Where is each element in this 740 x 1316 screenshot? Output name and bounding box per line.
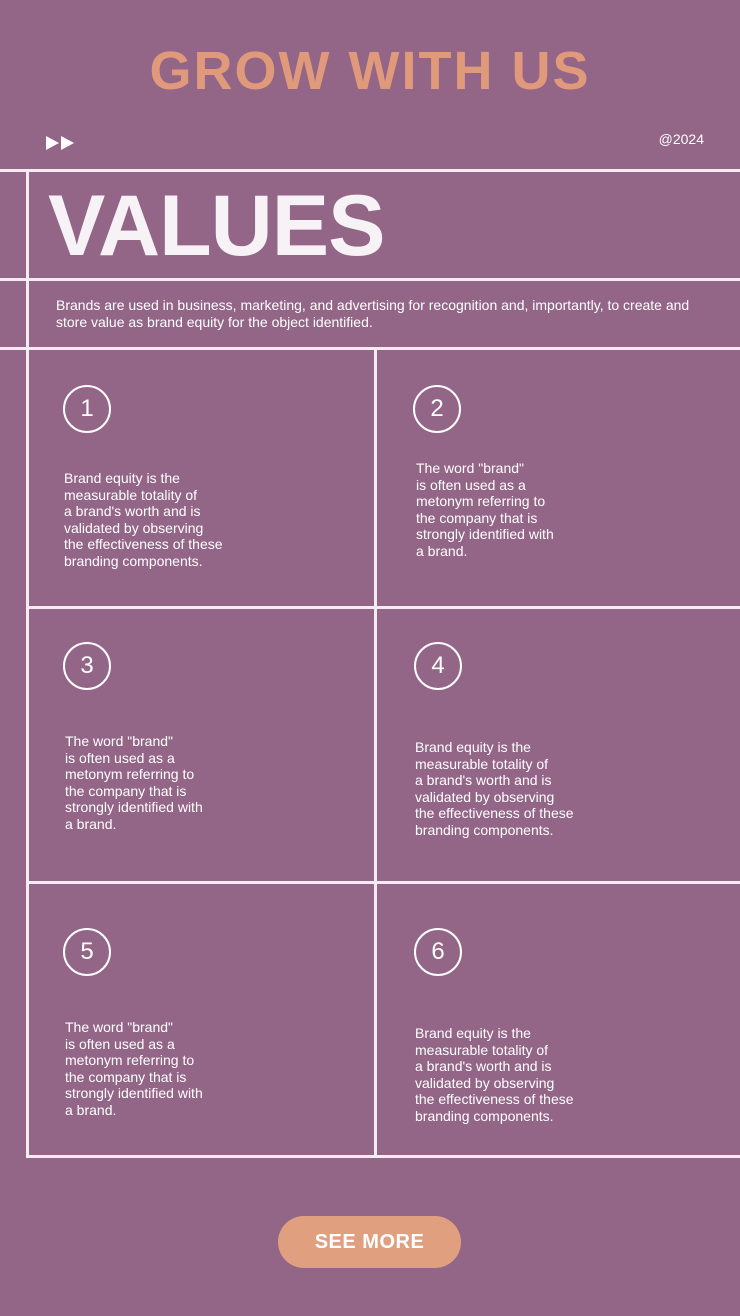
divider bbox=[0, 278, 740, 281]
card-text: Brand equity is the measurable totality of a brand's worth and is validated by observing the effectiveness of these branding components. bbox=[64, 470, 223, 569]
card-text: Brand equity is the measurable totality of a brand's worth and is validated by observing the effectiveness of these branding components. bbox=[415, 739, 574, 838]
divider bbox=[374, 347, 377, 1158]
section-intro: Brands are used in business, marketing, and advertising for recognition and, importantly, to create and store value as brand equity for the object identified. bbox=[56, 297, 690, 330]
card-text: The word "brand" is often used as a metonym referring to the company that is strongly identified with a brand. bbox=[65, 1019, 203, 1118]
divider bbox=[27, 881, 740, 884]
play-arrow-icon bbox=[46, 136, 59, 150]
divider bbox=[27, 1155, 740, 1158]
double-play-arrow-icon bbox=[46, 136, 80, 152]
divider bbox=[0, 169, 740, 172]
see-more-button[interactable]: SEE MORE bbox=[278, 1216, 461, 1268]
card-text: The word "brand" is often used as a metonym referring to the company that is strongly identified with a brand. bbox=[65, 733, 203, 832]
divider bbox=[26, 169, 29, 1158]
number-badge: 4 bbox=[414, 642, 462, 690]
play-arrow-icon bbox=[61, 136, 74, 150]
number-badge: 2 bbox=[413, 385, 461, 433]
number-badge: 3 bbox=[63, 642, 111, 690]
number-badge: 6 bbox=[414, 928, 462, 976]
card-text: Brand equity is the measurable totality of a brand's worth and is validated by observing the effectiveness of these branding components. bbox=[415, 1025, 574, 1124]
divider bbox=[27, 606, 740, 609]
number-badge: 1 bbox=[63, 385, 111, 433]
card-text: The word "brand" is often used as a metonym referring to the company that is strongly identified with a brand. bbox=[416, 460, 554, 559]
divider bbox=[0, 347, 740, 350]
year-label: @2024 bbox=[658, 131, 704, 147]
section-heading: VALUES bbox=[48, 178, 385, 274]
number-badge: 5 bbox=[63, 928, 111, 976]
page-title: GROW WITH US bbox=[149, 41, 591, 101]
